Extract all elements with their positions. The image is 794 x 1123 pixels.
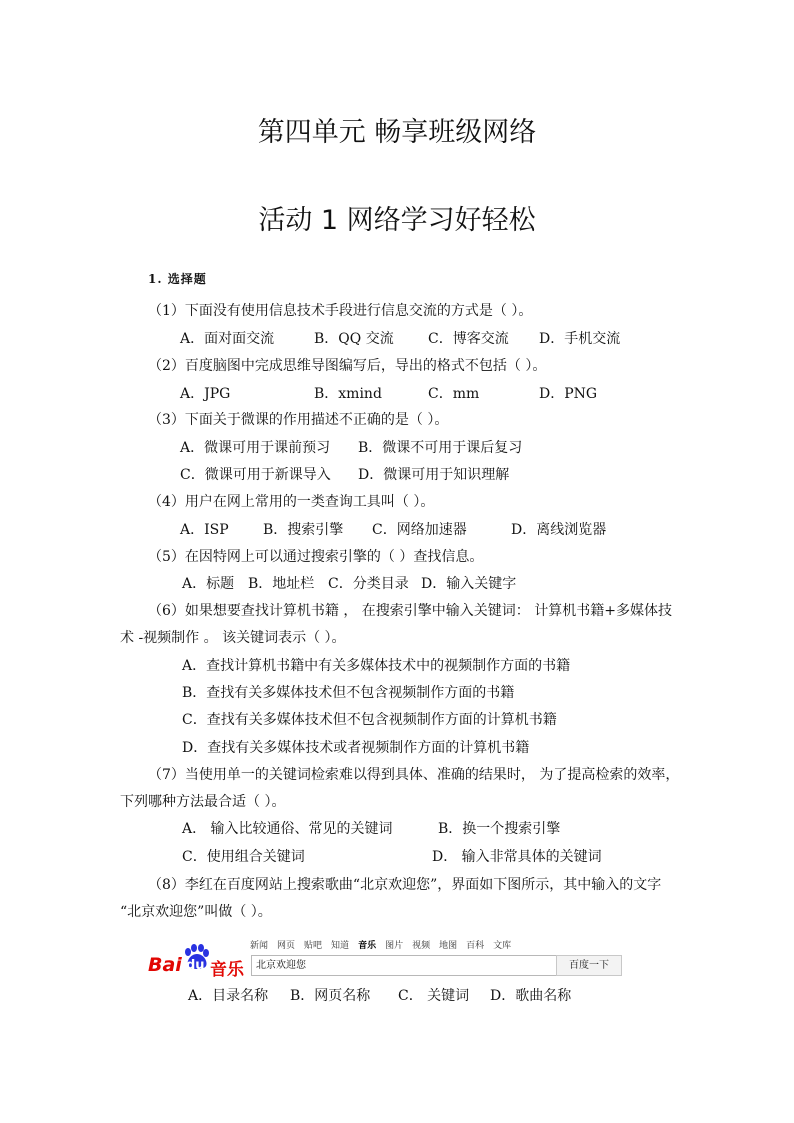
q8-option-a: A．目录名称 [188, 988, 269, 1004]
baidu-tab-zhidao[interactable]: 知道 [331, 941, 350, 951]
q7-option-a: A． 输入比较通俗、常见的关键词 [182, 821, 393, 837]
q5-option-d: D．输入关键字 [421, 576, 517, 592]
baidu-tab-map[interactable]: 地图 [439, 941, 458, 951]
baidu-music-logo [148, 950, 244, 980]
q8-option-d: D．歌曲名称 [490, 988, 572, 1004]
q2-option-c: C．mm [428, 386, 480, 402]
q3-option-b: B．微课不可用于课后复习 [358, 440, 523, 456]
question-1: （1）下面没有使用信息技术手段进行信息交流的方式是（ ）。 [148, 303, 533, 319]
section-heading: 1. 选择题 [148, 272, 207, 286]
q5-option-c: C．分类目录 [328, 576, 409, 592]
q4-option-d: D．离线浏览器 [511, 522, 607, 538]
logo-bai-text: Bai [148, 954, 182, 976]
question-6-line-1: （6）如果想要查找计算机书籍 ， 在搜索引擎中输入关键词： 计算机书籍+多媒体技 [148, 603, 672, 619]
baidu-tab-wenku[interactable]: 文库 [493, 941, 512, 951]
baidu-tab-baike[interactable]: 百科 [466, 941, 485, 951]
question-2: （2）百度脑图中完成思维导图编写后，导出的格式不包括（ ）。 [148, 358, 547, 374]
q3-option-c: C．微课可用于新课导入 [180, 467, 331, 483]
q8-option-b: B．网页名称 [290, 988, 371, 1004]
logo-music-text: 音乐 [210, 960, 244, 980]
baidu-tab-video[interactable]: 视频 [412, 941, 431, 951]
baidu-nav-tabs [250, 938, 520, 951]
question-8-line-2: “北京欢迎您”叫做（ ）。 [120, 904, 272, 920]
q2-option-d: D．PNG [539, 386, 598, 402]
baidu-tab-music[interactable]: 音乐 [358, 941, 377, 951]
q1-option-c: C．博客交流 [428, 331, 509, 347]
q1-option-d: D．手机交流 [539, 331, 621, 347]
question-5: （5）在因特网上可以通过搜索引擎的（ ）查找信息。 [148, 549, 484, 565]
baidu-tab-web[interactable]: 网页 [277, 941, 296, 951]
question-3: （3）下面关于微课的作用描述不正确的是（ ）。 [148, 412, 449, 428]
question-4: （4）用户在网上常用的一类查询工具叫（ ）。 [148, 494, 435, 510]
q6-option-b: B．查找有关多媒体技术但不包含视频制作方面的书籍 [182, 685, 515, 701]
q8-option-c: C． 关键词 [398, 988, 470, 1004]
q1-option-b: B．QQ 交流 [314, 331, 394, 347]
logo-du-text: du [186, 958, 205, 973]
q2-option-b: B．xmind [314, 386, 382, 402]
q7-option-d: D． 输入非常具体的关键词 [432, 849, 602, 865]
baidu-search-button[interactable]: 百度一下 [556, 955, 622, 976]
baidu-tab-tieba[interactable]: 贴吧 [304, 941, 323, 951]
q6-option-c: C．查找有关多媒体技术但不包含视频制作方面的计算机书籍 [182, 712, 557, 728]
baidu-tab-images[interactable]: 图片 [385, 941, 404, 951]
q4-option-b: B．搜索引擎 [263, 522, 344, 538]
question-6-line-2: 术 -视频制作 。 该关键词表示（ ）。 [120, 630, 346, 646]
q6-option-d: D．查找有关多媒体技术或者视频制作方面的计算机书籍 [182, 740, 530, 756]
q3-option-d: D．微课可用于知识理解 [358, 467, 510, 483]
q4-option-a: A．ISP [180, 522, 229, 538]
q1-option-a: A．面对面交流 [180, 331, 275, 347]
q7-option-b: B．换一个搜索引擎 [438, 821, 561, 837]
q5-option-b: B．地址栏 [248, 576, 315, 592]
q6-option-a: A．查找计算机书籍中有关多媒体技术中的视频制作方面的书籍 [182, 658, 571, 674]
question-7-line-2: 下列哪种方法最合适（ ）。 [120, 794, 286, 810]
q7-option-c: C．使用组合关键词 [182, 849, 305, 865]
baidu-search-input[interactable]: 北京欢迎您 [251, 955, 559, 976]
q2-option-a: A．JPG [180, 386, 231, 402]
q5-option-a: A．标题 [182, 576, 235, 592]
baidu-tab-news[interactable]: 新闻 [250, 941, 269, 951]
q4-option-c: C．网络加速器 [372, 522, 467, 538]
activity-title: 活动 1 网络学习好轻松 [258, 205, 536, 236]
question-7-line-1: （7）当使用单一的关键词检索难以得到具体、准确的结果时， 为了提高检索的效率， [148, 767, 680, 783]
q3-option-a: A．微课可用于课前预习 [180, 440, 331, 456]
unit-title: 第四单元 畅享班级网络 [257, 117, 537, 148]
question-8-line-1: （8）李红在百度网站上搜索歌曲“北京欢迎您”，界面如下图所示，其中输入的文字 [148, 877, 662, 893]
